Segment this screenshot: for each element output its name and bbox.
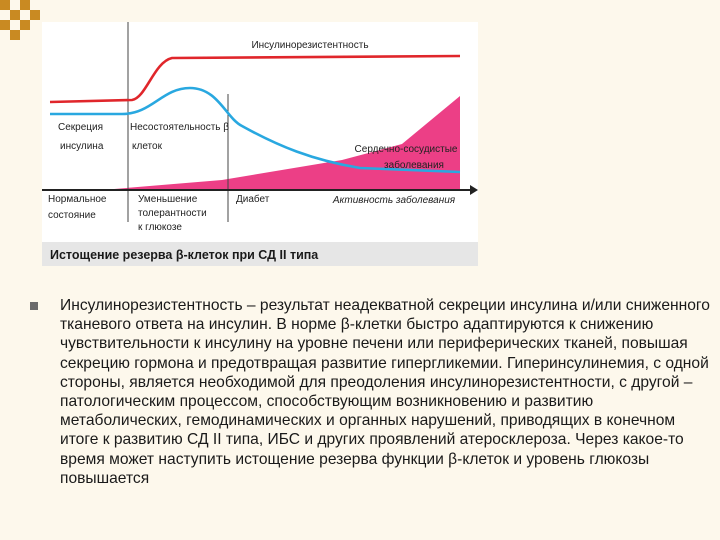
label-insulin-secretion-2: инсулина [60, 141, 104, 152]
axis-arrowhead [470, 185, 478, 195]
diagram-canvas [42, 22, 478, 266]
label-disease-activity: Активность заболевания [332, 195, 456, 206]
beta-cell-diagram [42, 22, 478, 266]
label-insulin-secretion-1: Секреция [58, 122, 104, 133]
decorative-checker-corner [0, 0, 44, 40]
label-beta-failure-2: клеток [132, 141, 162, 152]
bullet-square-icon [30, 302, 38, 310]
stage-tolerance-line-3: к глюкозе [138, 222, 182, 233]
stage-normal-line-2: состояние [48, 210, 96, 221]
label-beta-failure-1: Несостоятельность β [130, 122, 230, 133]
label-insulin-resistance: Инсулинорезистентность [251, 40, 369, 51]
stage-tolerance-line-2: толерантности [138, 208, 207, 219]
diagram-title: Истощение резерва β-клеток при СД II типа [50, 248, 319, 262]
stage-normal-line-1: Нормальное [48, 194, 107, 205]
body-paragraph: Инсулинорезистентность – результат неадекватной секреции инсулина и/или сниженного тканевого ответа на инсулин. В норме β-клетки быстро адаптируются к снижению чувствительности к инсулину на уровне печени или периферических тканей, повышая секрецию гормона и предотвращая развитие гипергликемии. Гиперинсулинемия, с одной стороны, является необходимой для преодоления инсулинорезистентности, с другой – патологическим процессом, способствующим возникновению и развитию метаболических, гемодинамических и органных нарушений, приводящих в конечном итоге к развитию СД II типа, ИБС и других проявлений атеросклероза. Через какое-то время может наступить истощение резерва функции β-клеток и уровень глюкозы повышается [60, 297, 710, 487]
insulin-resistance-line [50, 56, 460, 102]
label-cv-disease-1: Сердечно-сосудистые [354, 144, 458, 155]
stage-tolerance-line-1: Уменьшение [138, 194, 198, 205]
stage-diabetes: Диабет [236, 194, 270, 205]
label-cv-disease-2: заболевания [384, 160, 444, 171]
